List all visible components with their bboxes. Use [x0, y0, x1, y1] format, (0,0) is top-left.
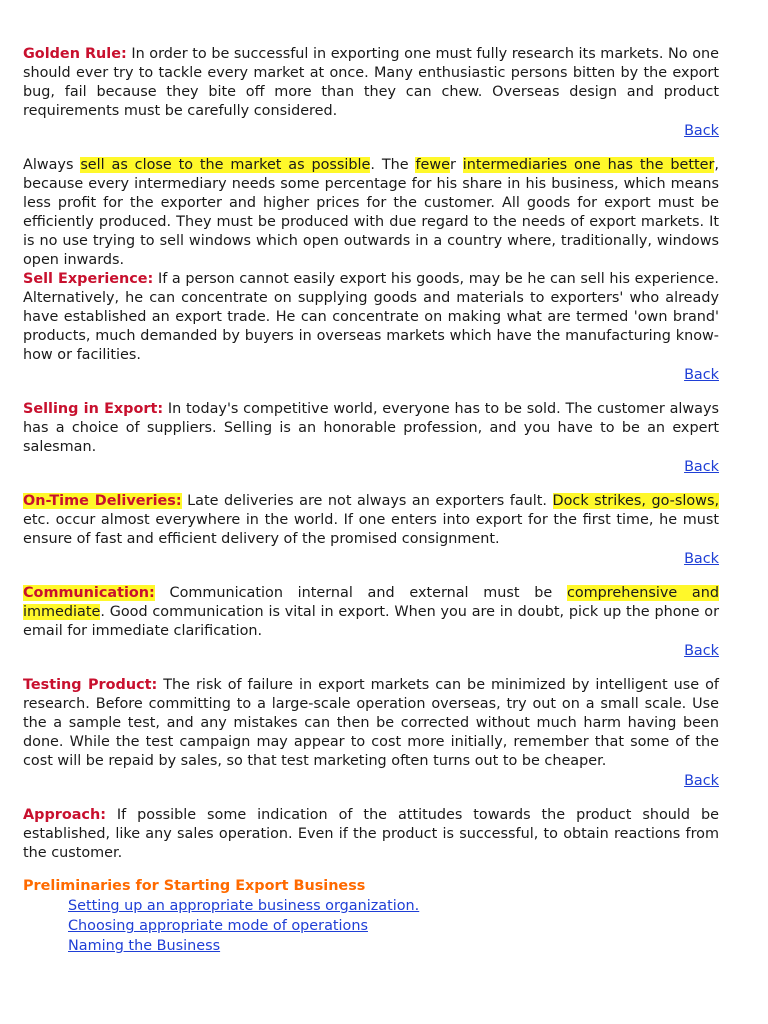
- spacer: [23, 791, 719, 806]
- highlight-intermediaries: intermediaries one has the better: [462, 157, 715, 173]
- on-time-paragraph: [23, 492, 719, 549]
- section-golden-rule: [23, 45, 719, 141]
- spacer: [23, 661, 719, 676]
- spacer: [23, 569, 719, 584]
- back-row: [23, 772, 719, 791]
- highlight-fewer: fewe: [415, 157, 450, 173]
- back-link-testing-product[interactable]: Back: [684, 773, 719, 789]
- preliminaries-link-list: [23, 896, 719, 956]
- on-time-text-1: Late deliveries are not always an exporters fault.: [181, 493, 553, 509]
- section-selling-in-export: [23, 400, 719, 477]
- communication-heading: Communication:: [23, 585, 155, 601]
- back-link-sell-experience[interactable]: Back: [684, 367, 719, 383]
- always-text-2: . The: [370, 157, 416, 173]
- approach-paragraph: [23, 806, 719, 863]
- back-link-selling-in-export[interactable]: Back: [684, 459, 719, 475]
- highlight-sell-close: sell as close to the market as possible: [80, 157, 371, 173]
- communication-text-2: . Good communication is vital in export. When you are in doubt, pick up the phone or email for immediate clarification.: [23, 604, 719, 639]
- on-time-text-2: etc. occur almost everywhere in the world. If one enters into export for the first time, he must ensure of fast and efficient delivery of the promised consignment.: [23, 512, 719, 547]
- section-on-time-deliveries: [23, 492, 719, 569]
- section-approach: [23, 806, 719, 863]
- communication-text-1: Communication internal and external must be: [154, 585, 567, 601]
- sell-experience-paragraph: [23, 270, 719, 365]
- back-row: [23, 642, 719, 661]
- link-naming-business[interactable]: Naming the Business: [68, 938, 221, 954]
- approach-heading: Approach:: [23, 807, 106, 823]
- back-row: [23, 366, 719, 385]
- testing-product-text: The risk of failure in export markets can be minimized by intelligent use of research. Before committing to a large-scale operation overseas, try out on a small scale. Use the a sample test, and any mistakes can then be corrected without much harm having been done. While the test campaign may appear to cost more initially, remember that some of the cost will be repaid by sales, so that test marketing often turns out to be cheaper.: [23, 677, 719, 769]
- selling-in-export-paragraph: [23, 400, 719, 457]
- always-text-4: , because every intermediary needs some percentage for his share in his business, which means less profit for the exporter and higher prices for the customer. All goods for export must be efficiently produced. They must be produced with due regard to the needs of export markets. It is no use trying to sell windows which open outwards in a country where, traditionally, windows open inwards.: [23, 157, 719, 268]
- always-text-3: r: [449, 157, 463, 173]
- selling-in-export-text: In today's competitive world, everyone has to be sold. The customer always has a choice of suppliers. Selling is an honorable profession, and you have to be an expert salesman.: [23, 401, 719, 455]
- on-time-heading: On-Time Deliveries:: [23, 493, 182, 509]
- back-row: [23, 122, 719, 141]
- golden-rule-paragraph: [23, 45, 719, 121]
- back-row: [23, 550, 719, 569]
- section-sell-close: [23, 156, 719, 385]
- spacer: [23, 477, 719, 492]
- approach-text: If possible some indication of the attitudes towards the product should be established, like any sales operation. Even if the product is successful, to obtain reactions from the customer.: [23, 807, 719, 861]
- spacer: [23, 385, 719, 400]
- back-link-golden-rule[interactable]: Back: [684, 123, 719, 139]
- always-text-1: Always: [23, 157, 81, 173]
- highlight-dock-strikes: Dock strikes, go-slows,: [552, 493, 720, 509]
- testing-product-heading: Testing Product:: [23, 677, 158, 693]
- sell-close-paragraph: [23, 156, 719, 270]
- sell-experience-text: If a person cannot easily export his goods, may be he can sell his experience. Alternatively, he can concentrate on supplying goods and materials to exporters' who already have established an export trade. He can concentrate on making what are termed 'own brand' products, much demanded by buyers in overseas markets which have the manufacturing know-how or facilities.: [23, 271, 719, 363]
- list-item: [68, 896, 719, 916]
- selling-in-export-heading: Selling in Export:: [23, 401, 164, 417]
- back-row: [23, 458, 719, 477]
- sell-experience-heading: Sell Experience:: [23, 271, 154, 287]
- link-mode-of-operations[interactable]: Choosing appropriate mode of operations: [68, 918, 368, 934]
- spacer: [23, 141, 719, 156]
- testing-product-paragraph: [23, 676, 719, 771]
- golden-rule-heading: Golden Rule:: [23, 46, 127, 62]
- link-business-organization[interactable]: Setting up an appropriate business organization.: [68, 898, 420, 914]
- section-testing-product: [23, 676, 719, 791]
- preliminaries-title: Preliminaries for Starting Export Business: [23, 878, 366, 894]
- section-communication: [23, 584, 719, 661]
- back-link-communication[interactable]: Back: [684, 643, 719, 659]
- list-item: [68, 936, 719, 956]
- communication-paragraph: [23, 584, 719, 641]
- back-link-on-time[interactable]: Back: [684, 551, 719, 567]
- list-item: [68, 916, 719, 936]
- highlight-comprehensive: comprehensive and immediate: [23, 585, 719, 620]
- golden-rule-text: In order to be successful in exporting one must fully research its markets. No one should ever try to tackle every market at once. Many enthusiastic persons bitten by the export bug, fail because they bite off more than they can chew. Overseas design and product requirements must be carefully considered.: [23, 46, 719, 119]
